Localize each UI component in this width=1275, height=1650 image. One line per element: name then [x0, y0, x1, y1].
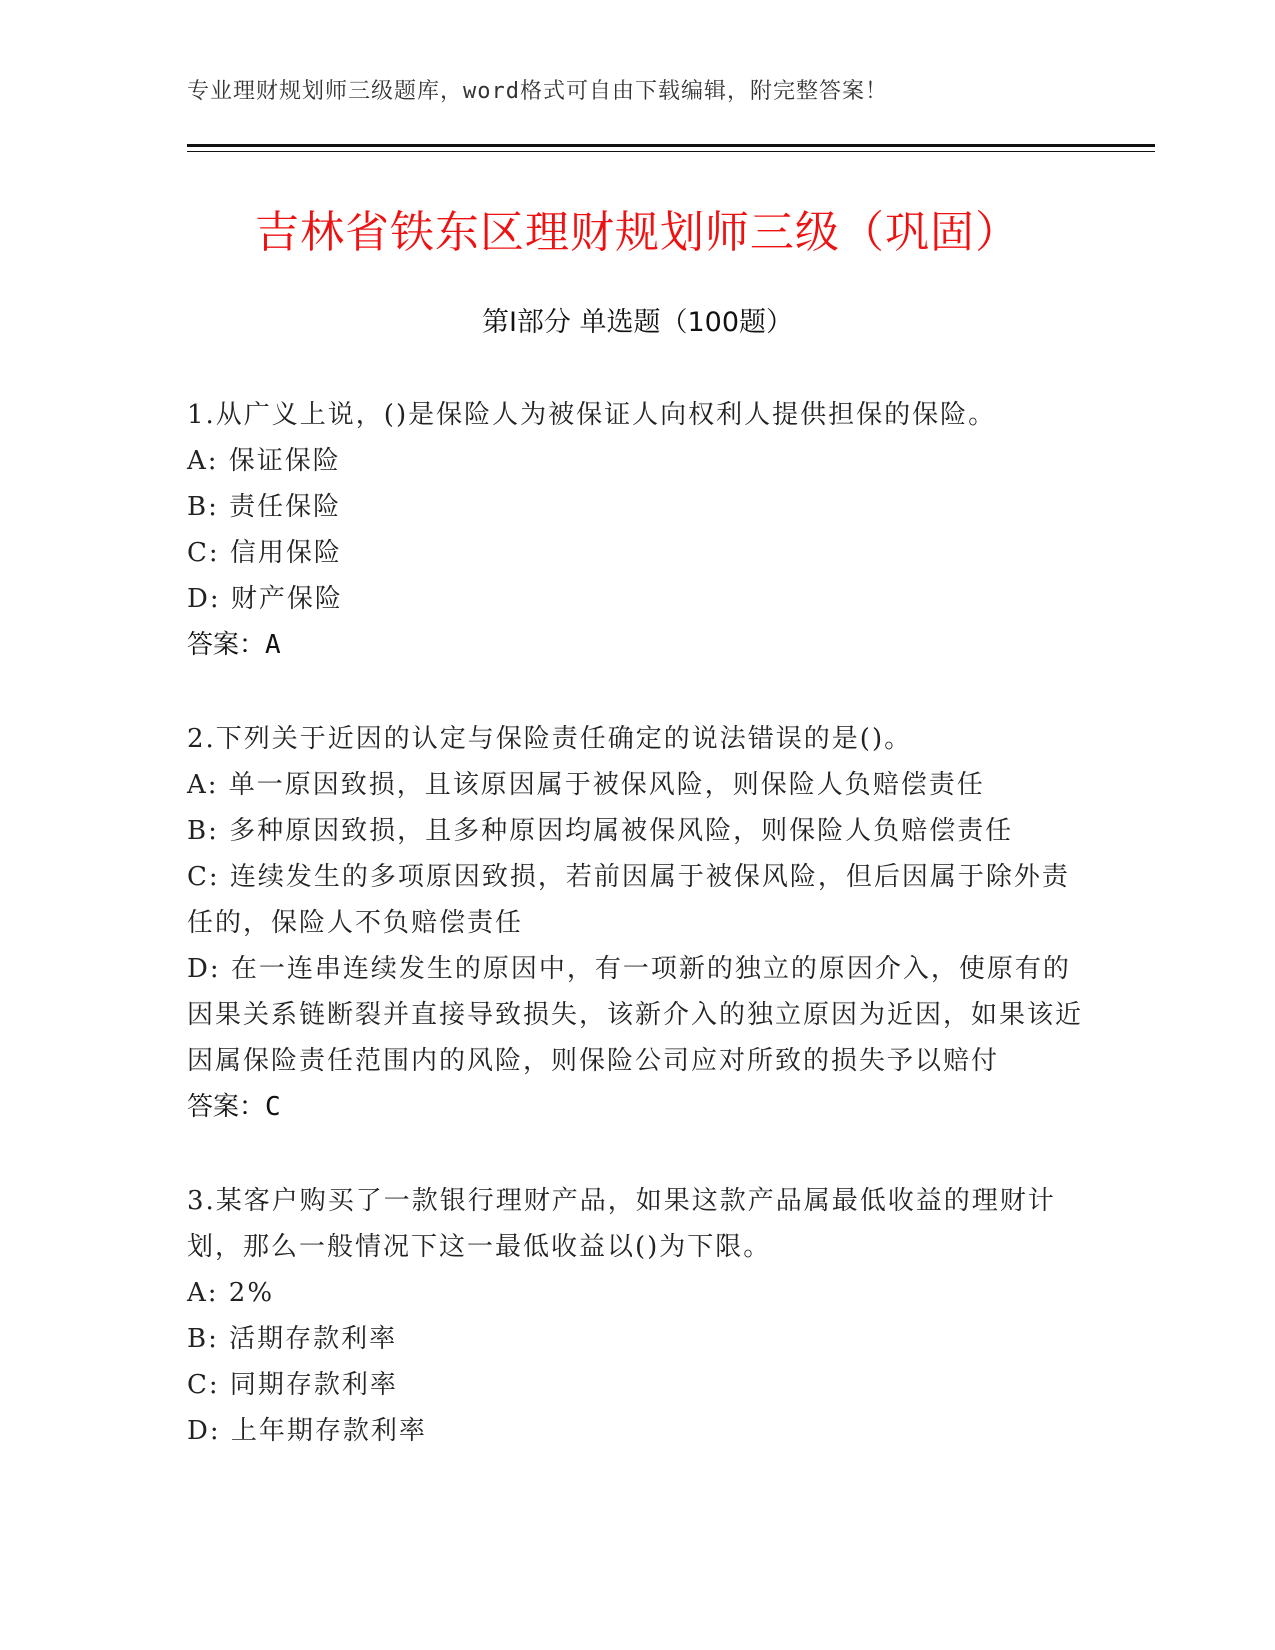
- header-note: 专业理财规划师三级题库，word格式可自由下载编辑，附完整答案！: [187, 79, 888, 104]
- answer-line: [187, 622, 1087, 668]
- question-stem: 2.下列关于近因的认定与保险责任确定的说法错误的是()。: [187, 724, 913, 754]
- option-a: A: 单一原因致损，且该原因属于被保风险，则保险人负赔偿责任: [187, 770, 985, 800]
- answer-value: A: [265, 630, 281, 660]
- option-d: D: 财产保险: [187, 584, 343, 614]
- option-d: D: 在一连串连续发生的原因中，有一项新的独立的原因介入，使原有的因果关系链断裂并直接导致损失，该新介入的独立原因为近因，如果该近因属保险责任范围内的风险，则保险公司应对所致的损失予以赔付: [187, 954, 1084, 1076]
- section-title: 第Ⅰ部分 单选题（100题）: [481, 307, 794, 338]
- question-stem: 3.某客户购买了一款银行理财产品，如果这款产品属最低收益的理财计划，那么一般情况下这一最低收益以()为下限。: [187, 1186, 1056, 1262]
- option-c: C: 信用保险: [187, 538, 342, 568]
- option-c: C: 连续发生的多项原因致损，若前因属于被保风险，但后因属于除外责任的，保险人不负赔偿责任: [187, 862, 1070, 938]
- question-1: [187, 392, 1087, 668]
- header-rule-thin: [187, 151, 1155, 152]
- answer-value: C: [265, 1092, 281, 1122]
- option-d: D: 上年期存款利率: [187, 1416, 427, 1446]
- option-b: B: 责任保险: [187, 492, 342, 522]
- option-a: A: 保证保险: [187, 446, 341, 476]
- header-rule-thick: [187, 144, 1155, 147]
- option-c: C: 同期存款利率: [187, 1370, 398, 1400]
- answer-label: 答案：: [187, 1092, 266, 1122]
- question-2: [187, 716, 1087, 1130]
- option-b: B: 多种原因致损，且多种原因均属被保风险，则保险人负赔偿责任: [187, 816, 1014, 846]
- answer-label: 答案：: [187, 630, 266, 660]
- answer-line: [187, 1084, 1087, 1130]
- question-3: [187, 1178, 1087, 1454]
- question-stem: 1.从广义上说，()是保险人为被保证人向权利人提供担保的保险。: [187, 400, 997, 430]
- option-a: A: 2%: [187, 1278, 275, 1308]
- question-list: [187, 392, 1087, 1502]
- option-b: B: 活期存款利率: [187, 1324, 398, 1354]
- document-title: 吉林省铁东区理财规划师三级（巩固）: [255, 207, 1020, 258]
